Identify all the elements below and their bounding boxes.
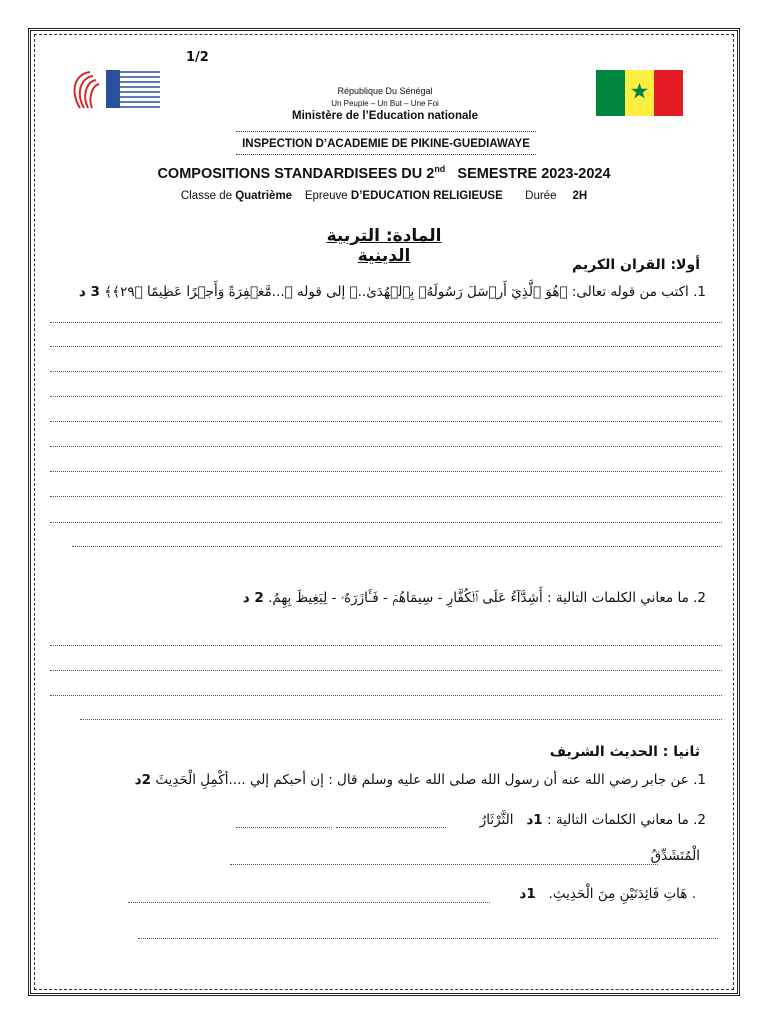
question-1-text: 1. اكتب من قوله تعالى: ﴿هُوَ ٱلَّذِيٓ أَرۡسَلَ رَسُولَهُۥ بِٱلۡهُدَىٰ..﴾ إلى قوله ﴿...مَّغۡفِرَةً وَأَجۡرًا عَظِيمًا ﴿٢٩﴾﴾ — [104, 284, 706, 300]
answer-line[interactable] — [50, 371, 722, 372]
hadith-question-3 — [519, 886, 696, 902]
republic-label: République Du Sénégal — [337, 86, 433, 96]
hadith-question-2-text: 2. ما معاني الكلمات التالية : — [547, 812, 706, 828]
subject-title: المادة: التربية الدينية — [326, 226, 442, 266]
answer-line[interactable] — [50, 421, 722, 422]
hadith-question-1 — [135, 772, 706, 788]
answer-line[interactable] — [50, 471, 722, 472]
question-2 — [243, 590, 706, 606]
exam-title-pre: COMPOSITIONS STANDARDISEES DU 2 — [157, 165, 435, 182]
exam-title-post: SEMESTRE 2023-2024 — [457, 165, 611, 182]
answer-line[interactable] — [236, 827, 332, 828]
answer-line[interactable] — [50, 645, 722, 646]
page-number: 1/2 — [186, 50, 209, 65]
answer-line[interactable] — [50, 396, 722, 397]
answer-line[interactable] — [50, 522, 722, 523]
senegal-flag — [596, 70, 683, 116]
star-icon: ★ — [629, 79, 650, 105]
section-hadith-title: ثانيا : الحديث الشريف — [549, 744, 700, 760]
answer-line[interactable] — [50, 695, 722, 696]
classe-value: Quatrième — [235, 190, 293, 202]
answer-line[interactable] — [50, 322, 722, 323]
question-2-points: 2 د — [242, 590, 264, 606]
answer-line[interactable] — [50, 496, 722, 497]
answer-line[interactable] — [138, 938, 718, 939]
answer-line[interactable] — [80, 719, 722, 720]
hadith-question-1-text: 1. عن جابر رضي الله عنه أن رسول الله صلى الله عليه وسلم قال : إن أحبكم إلي ....أكْمِلِ الْحَدِيثَ — [155, 772, 706, 788]
hadith-word-2: الْمُتَشَدِّقُ — [650, 848, 700, 864]
hadith-question-3-points: 1د — [519, 886, 536, 902]
epreuve-label: Epreuve — [304, 190, 348, 202]
hadith-question-2-points: 1د — [526, 812, 543, 828]
question-1 — [79, 284, 706, 300]
exam-title — [100, 164, 668, 182]
national-motto: Un Peuple – Un But – Une Foi — [331, 99, 439, 108]
exam-info — [130, 190, 638, 202]
hadith-question-2 — [480, 812, 706, 828]
answer-line[interactable] — [50, 346, 722, 347]
section-quran-title: أولا: القران الكريم — [571, 257, 700, 273]
answer-line[interactable] — [50, 446, 722, 447]
question-1-points: 3 د — [78, 284, 100, 300]
ministry-logo — [66, 68, 162, 114]
answer-line[interactable] — [128, 902, 490, 903]
answer-line[interactable] — [230, 864, 658, 865]
inspection-label: INSPECTION D’ACADEMIE DE PIKINE-GUEDIAWAYE — [236, 131, 536, 155]
epreuve-value: D’EDUCATION RELIGIEUSE — [350, 190, 503, 202]
question-2-text: 2. ما معاني الكلمات التالية : أَشِدَّآءُ عَلَى ٱلۡكُفَّارِ - سِيمَاهُمۡ - فَـَٔازَرَهُۥ - لِيَغِيظَ بِهِمُ. — [268, 590, 706, 606]
ministry-label: Ministère de l’Education nationale — [292, 110, 478, 122]
answer-line[interactable] — [336, 827, 446, 828]
classe-label: Classe de — [180, 190, 232, 202]
duree-label: Durée — [525, 190, 557, 202]
hadith-word-1: الثَّرْثَارُ — [479, 812, 514, 828]
answer-line[interactable] — [72, 546, 722, 547]
hadith-question-3-text: . هَاتِ فَائِدَتَيْنِ مِنَ الْحَدِيثِ. — [548, 886, 696, 902]
answer-line[interactable] — [50, 670, 722, 671]
exam-title-sup: nd — [434, 164, 446, 174]
hadith-question-1-points: 2د — [134, 772, 152, 788]
duree-value: 2H — [572, 190, 588, 202]
